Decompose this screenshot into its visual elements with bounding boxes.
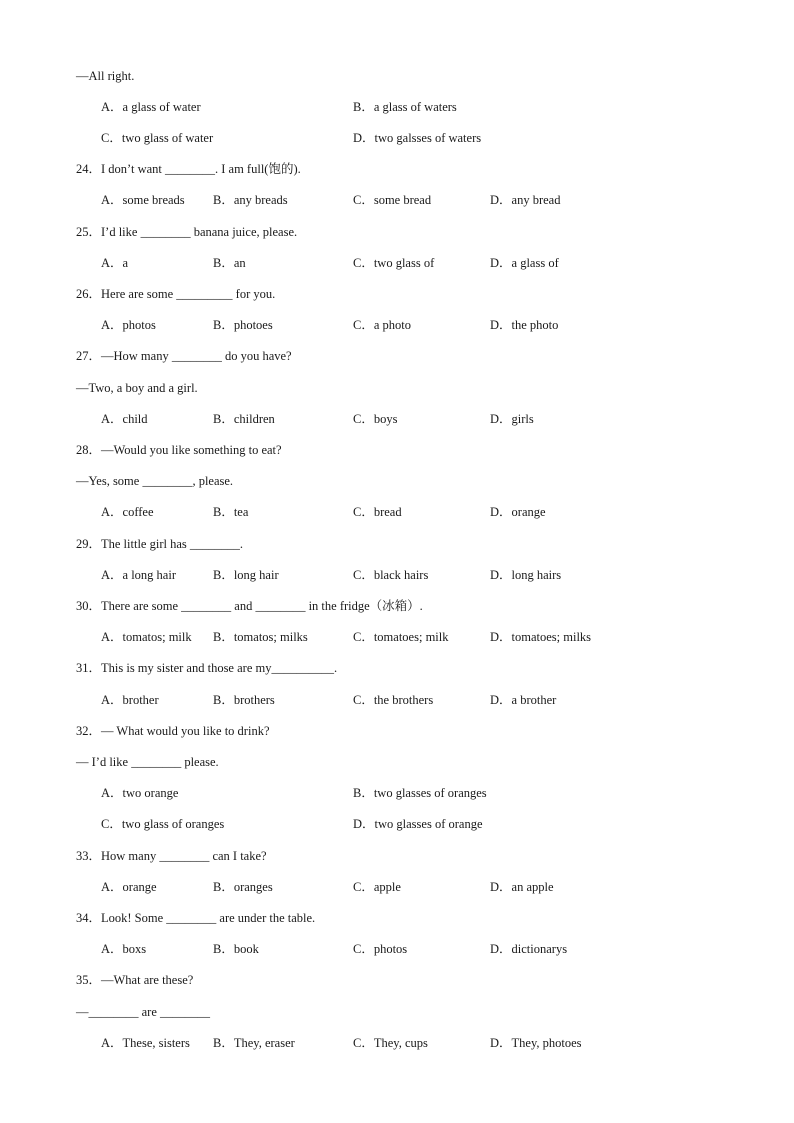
question-32-option-d: D．two glasses of orange [353, 817, 483, 831]
question-25-stem: 25．I’d like ________ banana juice, please. [76, 225, 298, 239]
option-c: C．two glass of water [101, 131, 214, 145]
option-b: B．a glass of waters [353, 100, 457, 114]
question-33-option-d: D．an apple [490, 880, 554, 894]
question-27-option-a: A．child [101, 412, 148, 426]
question-24-option-b: B．any breads [213, 193, 288, 207]
question-28-dialogue: —Yes, some ________, please. [76, 474, 234, 488]
question-30-option-b: B．tomatos; milks [213, 630, 308, 644]
question-27-option-c: C．boys [353, 412, 398, 426]
question-33-option-a: A．orange [101, 880, 157, 894]
question-35-option-b: B．They, eraser [213, 1036, 295, 1050]
question-32-stem: 32．— What would you like to drink? [76, 724, 270, 738]
question-35-option-d: D．They, photoes [490, 1036, 582, 1050]
question-27-dialogue: —Two, a boy and a girl. [76, 381, 198, 395]
question-35-dialogue: —________ are ________ [76, 1005, 211, 1019]
question-33-stem: 33．How many ________ can I take? [76, 849, 267, 863]
question-34-option-b: B．book [213, 942, 259, 956]
question-26-stem: 26．Here are some _________ for you. [76, 287, 276, 301]
question-25-option-b: B．an [213, 256, 246, 270]
question-31-option-b: B．brothers [213, 693, 275, 707]
question-33-option-c: C．apple [353, 880, 401, 894]
question-32-option-b: B．two glasses of oranges [353, 786, 487, 800]
question-24-option-c: C．some bread [353, 193, 432, 207]
question-26-option-c: C．a photo [353, 318, 411, 332]
question-31-stem: 31．This is my sister and those are my__________. [76, 661, 338, 675]
question-31-option-a: A．brother [101, 693, 159, 707]
question-30-option-a: A．tomatos; milk [101, 630, 192, 644]
option-a: A．a glass of water [101, 100, 201, 114]
question-29-option-d: D．long hairs [490, 568, 562, 582]
question-30-option-c: C．tomatoes; milk [353, 630, 449, 644]
question-24-option-a: A．some breads [101, 193, 185, 207]
question-28-option-a: A．coffee [101, 505, 154, 519]
question-33-option-b: B．oranges [213, 880, 273, 894]
question-29-stem: 29．The little girl has ________. [76, 537, 243, 551]
question-34-option-c: C．photos [353, 942, 408, 956]
question-32-option-c: C．two glass of oranges [101, 817, 225, 831]
question-29-option-b: B．long hair [213, 568, 279, 582]
question-26-option-b: B．photoes [213, 318, 273, 332]
question-25-option-d: D．a glass of [490, 256, 559, 270]
question-28-option-d: D．orange [490, 505, 546, 519]
question-24-option-d: D．any bread [490, 193, 561, 207]
question-25-option-c: C．two glass of [353, 256, 435, 270]
question-28-option-b: B．tea [213, 505, 249, 519]
question-27-stem: 27．—How many ________ do you have? [76, 349, 292, 363]
question-34-stem: 34．Look! Some ________ are under the table. [76, 911, 316, 925]
question-27-option-b: B．children [213, 412, 275, 426]
question-35-option-a: A．These, sisters [101, 1036, 190, 1050]
question-24-stem: 24．I don’t want ________. I am full(饱的). [76, 162, 301, 176]
question-31-option-d: D．a brother [490, 693, 557, 707]
question-26-option-d: D．the photo [490, 318, 559, 332]
question-29-option-c: C．black hairs [353, 568, 429, 582]
question-28-stem: 28．—Would you like something to eat? [76, 443, 282, 457]
question-32-dialogue: — I’d like ________ please. [76, 755, 219, 769]
option-d: D．two galsses of waters [353, 131, 482, 145]
question-25-option-a: A．a [101, 256, 129, 270]
question-34-option-d: D．dictionarys [490, 942, 568, 956]
question-29-option-a: A．a long hair [101, 568, 176, 582]
answer-line: —All right. [76, 69, 135, 83]
question-30-stem: 30．There are some ________ and ________ in the fridge（冰箱）. [76, 599, 423, 613]
question-31-option-c: C．the brothers [353, 693, 434, 707]
question-34-option-a: A．boxs [101, 942, 147, 956]
question-35-option-c: C．They, cups [353, 1036, 428, 1050]
question-28-option-c: C．bread [353, 505, 402, 519]
question-32-option-a: A．two orange [101, 786, 179, 800]
question-30-option-d: D．tomatoes; milks [490, 630, 592, 644]
question-27-option-d: D．girls [490, 412, 534, 426]
question-26-option-a: A．photos [101, 318, 156, 332]
question-35-stem: 35．—What are these? [76, 973, 194, 987]
